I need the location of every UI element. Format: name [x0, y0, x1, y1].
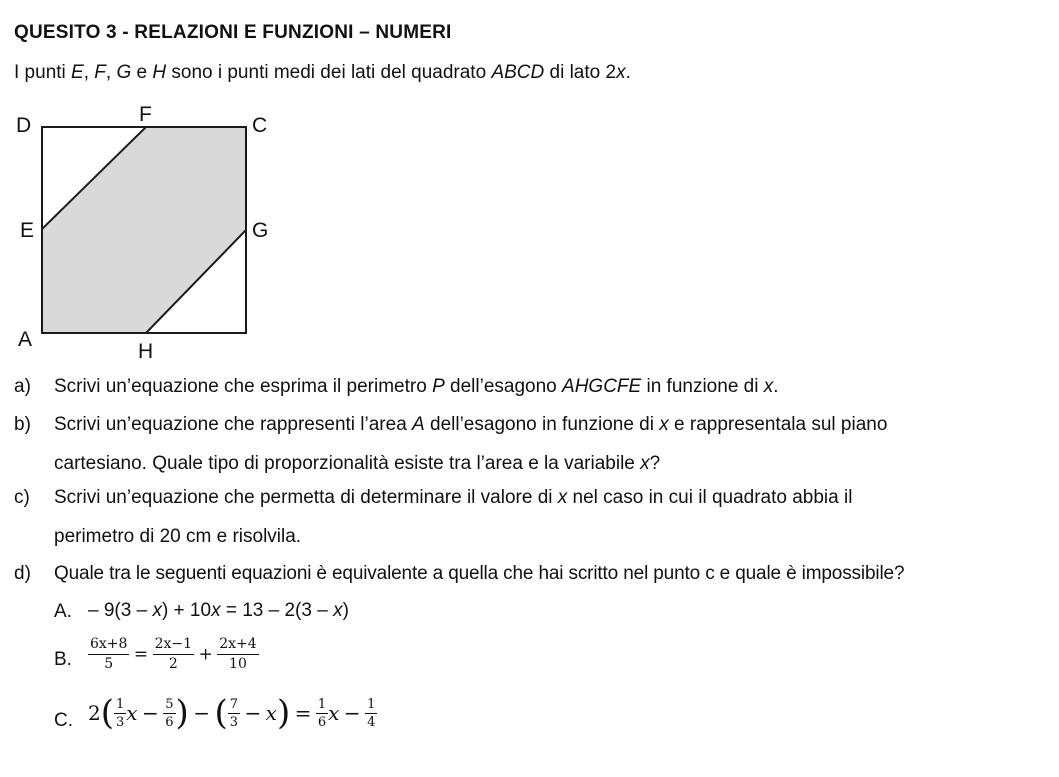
label-D: D	[16, 114, 32, 137]
option-c-equation: 2( $\frac{1}{3}$ x − $\frac{5}{6}$ ) − ( $\frac{7}{3}$ − x) = $\frac{1}{6}$ x − $\frac{1}{4}$	[88, 693, 376, 733]
option-a-label: A.	[54, 601, 72, 622]
label-E: E	[20, 219, 35, 242]
square-figure	[0, 100, 300, 365]
option-b-label: B.	[54, 649, 72, 670]
question-b-line1: Scrivi un’equazione che rappresenti l’area A dell’esagono in funzione di x e rappresentala sul piano	[54, 414, 888, 435]
fraction: $\frac{7}{3}$	[229, 696, 238, 730]
label-C: C	[252, 114, 268, 137]
question-c-label: c)	[14, 487, 30, 508]
question-c	[14, 487, 1054, 557]
label-G: G	[252, 219, 269, 242]
question-a	[14, 376, 1054, 400]
question-b	[14, 414, 1054, 484]
option-a-equation: – 9(3 – x) + 10x = 13 – 2(3 – x)	[88, 600, 349, 621]
label-F: F	[139, 103, 152, 126]
option-b-equation: $\frac{6x+8}{5}$ = $\frac{2x-1}{2}$ + $\frac{2x+4}{10}$	[90, 636, 257, 672]
question-b-label: b)	[14, 414, 31, 435]
label-A: A	[18, 328, 33, 351]
question-a-text: Scrivi un’equazione che esprima il perimetro P dell’esagono AHGCFE in funzione di x.	[54, 376, 779, 397]
fraction: $\frac{6x+8}{5}$	[90, 636, 128, 672]
label-H: H	[138, 340, 154, 363]
fraction: $\frac{2x+4}{10}$	[219, 636, 257, 672]
fraction: $\frac{2x-1}{2}$	[154, 636, 193, 672]
question-c-line1: Scrivi un’equazione che permetta di determinare il valore di x nel caso in cui il quadrato abbia il	[54, 487, 853, 508]
intro-text: I punti E, F, G e H sono i punti medi dei lati del quadrato ABCD di lato 2x.	[14, 62, 631, 83]
fraction: $\frac{1}{3}$	[116, 696, 125, 730]
question-d-label: d)	[14, 563, 31, 584]
fraction: $\frac{1}{4}$	[367, 696, 376, 730]
fraction: $\frac{1}{6}$	[317, 696, 327, 730]
hexagon-shaded	[42, 127, 246, 333]
question-c-line2: perimetro di 20 cm e risolvila.	[54, 526, 302, 547]
fraction: $\frac{5}{6}$	[165, 696, 174, 730]
question-b-line2: cartesiano. Quale tipo di proporzionalità esiste tra l’area e la variabile x?	[54, 453, 661, 474]
exercise-title: QUESITO 3 - RELAZIONI E FUNZIONI – NUMERI	[14, 22, 452, 43]
option-c-label: C.	[54, 710, 73, 731]
question-d	[14, 563, 1059, 587]
question-a-label: a)	[14, 376, 31, 397]
question-d-text: Quale tra le seguenti equazioni è equivalente a quella che hai scritto nel punto c e quale è impossibile?	[54, 563, 905, 584]
